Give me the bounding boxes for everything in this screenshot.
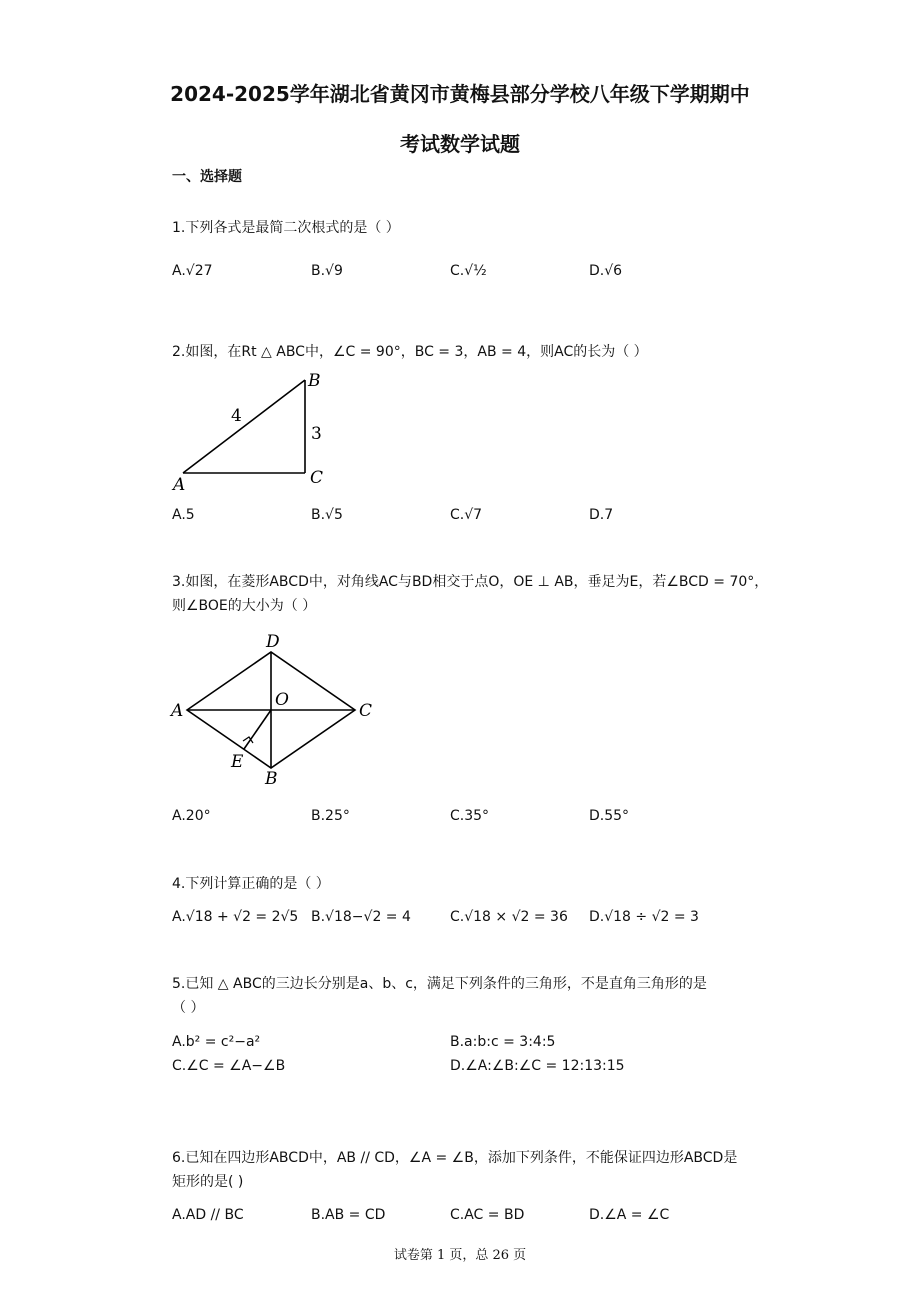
question-3-stem-line-2: 则∠BOE的大小为（ ） <box>172 598 317 614</box>
vertex-b-label: B <box>265 769 278 789</box>
question-1-stem: 1.下列各式是最简二次根式的是（ ） <box>172 220 400 236</box>
vertex-c-label: C <box>359 701 373 721</box>
side-ab-length: 4 <box>231 406 242 426</box>
question-1-option-a: A.√27 <box>172 263 213 279</box>
question-3-stem-line-1: 3.如图，在菱形ABCD中，对角线AC与BD相交于点O，OE ⊥ AB，垂足为E，若∠BCD = 70°， <box>172 574 769 590</box>
vertex-c-label: C <box>310 468 324 488</box>
question-2-option-a: A.5 <box>172 507 195 523</box>
question-3-option-c: C.35° <box>450 808 490 824</box>
vertex-a-label: A <box>171 701 184 721</box>
question-1-option-d: D.√6 <box>589 263 623 279</box>
question-5-option-a: A.b² = c²−a² <box>172 1034 261 1050</box>
vertex-d-label: D <box>266 632 280 652</box>
question-2-option-c: C.√7 <box>450 507 483 523</box>
section-heading: 一、选择题 <box>172 169 242 185</box>
question-4-option-c: C.√18 × √2 = 36 <box>450 909 568 925</box>
question-6-option-b: B.AB = CD <box>311 1207 386 1223</box>
question-3-option-d: D.55° <box>589 808 630 824</box>
question-6-stem-line-1: 6.已知在四边形ABCD中，AB // CD，∠A = ∠B，添加下列条件，不能保证四边形ABCD是 <box>172 1150 738 1166</box>
question-4-option-d: D.√18 ÷ √2 = 3 <box>589 909 699 925</box>
side-bc-length: 3 <box>311 424 322 444</box>
segment-oe <box>244 710 271 749</box>
question-5-option-d: D.∠A:∠B:∠C = 12:13:15 <box>450 1058 625 1074</box>
question-5-stem-line-1: 5.已知 △ ABC的三边长分别是a、b、c，满足下列条件的三角形，不是直角三角形的是 <box>172 976 707 992</box>
question-1-option-b: B.√9 <box>311 263 343 279</box>
question-4-stem: 4.下列计算正确的是（ ） <box>172 876 330 892</box>
question-6-stem-line-2: 矩形的是( ) <box>172 1174 244 1190</box>
question-5-option-c: C.∠C = ∠A−∠B <box>172 1058 286 1074</box>
question-2-option-b: B.√5 <box>311 507 343 523</box>
vertex-b-label: B <box>308 371 321 391</box>
question-6-option-c: C.AC = BD <box>450 1207 525 1223</box>
question-3-figure <box>165 628 385 793</box>
question-5-option-b: B.a:b:c = 3:4:5 <box>450 1034 556 1050</box>
question-5-stem-line-2: （ ） <box>172 1000 205 1016</box>
question-4-option-a: A.√18 + √2 = 2√5 <box>172 909 299 925</box>
point-e-label: E <box>231 752 244 772</box>
point-o-label: O <box>275 690 289 710</box>
page-footer: 试卷第 1 页，总 26 页 <box>393 1248 527 1263</box>
question-2-option-d: D.7 <box>589 507 614 523</box>
question-3-option-a: A.20° <box>172 808 211 824</box>
exam-title-line-2: 考试数学试题 <box>400 132 520 156</box>
question-2-figure <box>165 368 345 498</box>
question-2-stem: 2.如图，在Rt △ ABC中，∠C = 90°，BC = 3，AB = 4，则AC的长为（ ） <box>172 344 648 360</box>
question-1-option-c: C.√½ <box>450 263 487 279</box>
question-6-option-d: D.∠A = ∠C <box>589 1207 670 1223</box>
question-3-option-b: B.25° <box>311 808 350 824</box>
vertex-a-label: A <box>173 475 186 495</box>
exam-title-line-1: 2024-2025学年湖北省黄冈市黄梅县部分学校八年级下学期期中 <box>170 82 750 106</box>
question-6-option-a: A.AD // BC <box>172 1207 244 1223</box>
question-4-option-b: B.√18−√2 = 4 <box>311 909 411 925</box>
side-ab <box>183 380 305 473</box>
